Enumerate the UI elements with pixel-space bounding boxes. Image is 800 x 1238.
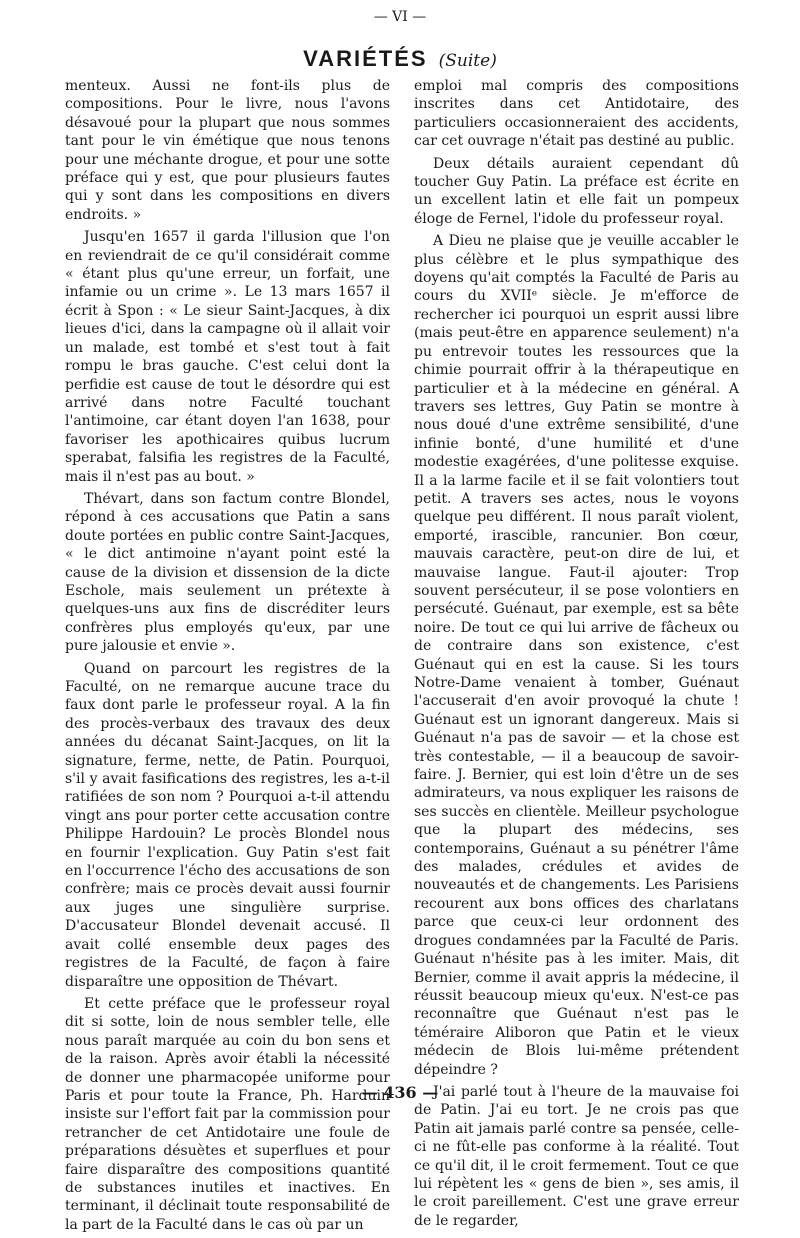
paragraph: menteux. Aussi ne font-ils plus de compositions. Pour le livre, nous l'avons désavoué pour la plupart que nous sommes tant pour le vin émétique que nous tenons pour une méchante drogue, et pour une sotte préface qui y est, que pour plusieurs fautes qui y sont dans les compositions en divers endroits. »	[65, 78, 390, 223]
paragraph: Deux détails auraient cependant dû toucher Guy Patin. La préface est écrite en un excellent latin et elle fait un pompeux éloge de Fernel, l'idole du professeur royal.	[414, 155, 739, 227]
paragraph: J'ai parlé tout à l'heure de la mauvaise foi de Patin. J'ai eu tort. Je ne crois pas que Patin ait jamais parlé contre sa pensée, celle-ci ne fût-elle pas conforme à la réalité. Tout ce qu'il dit, il le croit fermement. Tout ce que lui répètent les « gens de bien », ses amis, il le croit pareillement. C'est une grave erreur de le regarder,	[414, 1083, 739, 1229]
paragraph: A Dieu ne plaise que je veuille accabler le plus célèbre et le plus sympathique des doyens qu'ait comptés la Faculté de Paris au cours du XVIIᵉ siècle. Je m'efforce de rechercher ici pourquoi un esprit aussi libre (mais peut-être en apparence seulement) n'a pu entrevoir toutes les ressources que la chimie pourrait offrir à la thérapeutique en particulier et à la médecine en général. A travers ses lettres, Guy Patin se montre à nous doué d'une extrême sensibilité, d'une infinie bonté, d'une humilité et d'une modestie exagérées, d'une politesse exquise. Il a la larme facile et il se fait volontiers tout petit. A travers ses actes, nous le voyons quelque peu différent. Il nous paraît violent, emporté, irascible, rancunier. Bon cœur, mauvais caractère, peut-on dire de lui, et mauvaise langue. Faut-il ajouter: Trop souvent persécuteur, il se pose volontiers en persécuté. Guénaut, par exemple, est sa bête noire. De tout ce qui lui arrive de fâcheux ou de contraire dans son existence, c'est Guénaut qui en est la cause. Si les tours Notre-Dame venaient à tomber, Guénaut l'accuserait d'en avoir provoqué la chute ! Guénaut est un ignorant dangereux. Mais si Guénaut n'a pas de savoir — et la chose est très contestable, — il a beaucoup de savoir-faire. J. Bernier, qui est loin d'être un de ses admirateurs, va nous expliquer les raisons de ses succès en clientèle. Meilleur psychologue que la plupart des médecins, ses contemporains, Guénaut a su pénétrer l'âme des malades, crédules et avides de nouveautés et de changements. Les Parisiens recourent aux bons offices des charlatans parce que ceux-ci leur ordonnent des drogues condamnées par la Faculté de Paris. Guénaut n'hésite pas à les imiter. Mais, dit Bernier, comme il avait appris la médecine, il réussit beaucoup mieux qu'eux. N'est-ce pas reconnaître que Guénaut n'est pas le téméraire Aliboron que Patin et le vieux médecin de Blois lui-même prétendent dépeindre ?	[414, 233, 739, 1078]
page-number: — 436 —	[361, 1083, 439, 1102]
paragraph: Jusqu'en 1657 il garda l'illusion que l'on en reviendrait de ce qu'il considérait comme « étant plus qu'une erreur, un forfait, une infamie ou un crime ». Le 13 mars 1657 il écrit à Spon : « Le sieur Saint-Jacques, à dix lieues d'ici, dans la campagne où il allait voir un malade, est tombé et s'est tout à fait rompu le bras gauche. C'est celui dont la perfidie est cause de tout le désordre qui est arrivé dans notre Faculté touchant l'antimoine, car étant doyen l'an 1638, pour favoriser les apothicaires quibus lucrum sperabat, falsifia les registres de la Faculté, mais il n'est pas au bout. »	[65, 229, 390, 485]
paragraph: emploi mal compris des compositions inscrites dans cet Antidotaire, des particuliers occasionneraient des accidents, car cet ouvrage n'était pas destiné au public.	[414, 78, 739, 150]
section-subtitle: (Suite)	[438, 51, 497, 71]
paragraph: Thévart, dans son factum contre Blondel, répond à ces accusations que Patin a sans doute portées en public contre Saint-Jacques, « le dict antimoine n'ayant point esté la cause de la division et dissension de la dicte Eschole, mais seulement un prétexte à quelques-uns aux fins de discréditer leurs confrères plus employés qu'eux, par une pure jalousie et envie ».	[65, 490, 390, 655]
paragraph: Et cette préface que le professeur royal dit si sotte, loin de nous sembler telle, elle nous paraît marquée au coin du bon sens et de la raison. Après avoir établi la nécessité de donner une pharmacopée uniforme pour Paris et pour toute la France, Ph. Harduin insiste sur l'effort fait par la commission pour retrancher de cet Antidotaire une foule de préparations désuètes et superflues et pour faire disparaître des compositions quantité de substances inutiles et inactives. En terminant, il déclinait toute responsabilité de la part de la Faculté dans le cas où par un	[65, 995, 390, 1233]
left-column	[65, 77, 390, 1238]
right-column	[414, 77, 739, 1234]
paragraph: Quand on parcourt les registres de la Faculté, on ne remarque aucune trace du faux dont parle le professeur royal. A la fin des procès-verbaux des travaux des deux années du décanat Saint-Jacques, on lit la signature, ferme, nette, de Patin. Pourquoi, s'il y avait fasifications des registres, les a-t-il ratifiées de son nom ? Pourquoi a-t-il attendu vingt ans pour porter cette accusation contre Philippe Hardouin? Le procès Blondel nous en fournir l'explication. Guy Patin s'est fait en l'occurrence l'écho des accusations de son confrère; mais ce procès devait aussi fournir aux juges une singulière surprise. D'accusateur Blondel devenait accusé. Il avait collé ensemble deux pages des registres de la Faculté, de façon à faire disparaître une opposition de Thévart.	[65, 660, 390, 990]
section-title: VARIÉTÉS	[303, 46, 428, 71]
page-roman-number: — VI —	[373, 9, 427, 25]
page-header	[0, 44, 800, 76]
